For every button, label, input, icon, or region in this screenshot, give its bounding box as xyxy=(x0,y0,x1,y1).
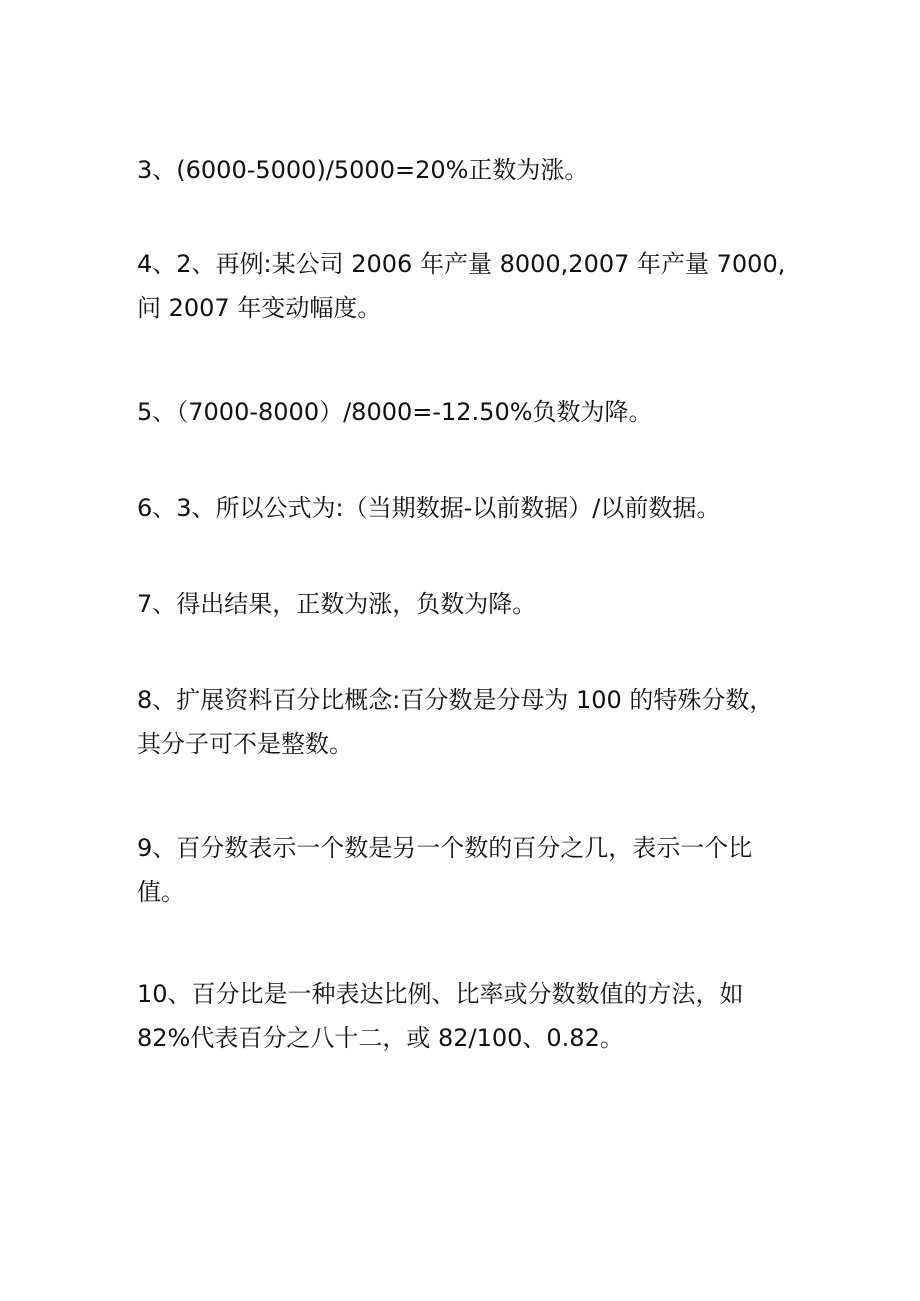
list-item-7 xyxy=(137,582,787,626)
list-item-4 xyxy=(137,242,787,330)
list-item-4-line-2: 问 2007 年变动幅度。 xyxy=(137,294,382,322)
list-item-9 xyxy=(137,826,787,914)
list-item-10-line-2: 82%代表百分之八十二，或 82/100、0.82。 xyxy=(137,1024,624,1052)
list-item-3 xyxy=(137,148,787,192)
list-item-8-line-2: 其分子可不是整数。 xyxy=(137,730,353,758)
list-item-6 xyxy=(137,486,787,530)
list-item-4-line-1: 4、2、再例:某公司 2006 年产量 8000,2007 年产量 7000, xyxy=(137,250,786,278)
list-item-9-line-2: 值。 xyxy=(137,878,185,906)
list-item-5-line-1: 5、（7000-8000）/8000=-12.50%负数为降。 xyxy=(137,398,653,426)
list-item-8 xyxy=(137,678,787,766)
list-item-8-line-1: 8、扩展资料百分比概念:百分数是分母为 100 的特殊分数， xyxy=(137,686,774,714)
list-item-10 xyxy=(137,972,787,1060)
list-item-7-line-1: 7、得出结果，正数为涨，负数为降。 xyxy=(137,590,537,618)
list-item-10-line-1: 10、百分比是一种表达比例、比率或分数数值的方法，如 xyxy=(137,980,744,1008)
list-item-5 xyxy=(137,390,787,434)
list-item-6-line-1: 6、3、所以公式为:（当期数据-以前数据）/以前数据。 xyxy=(137,494,721,522)
list-item-9-line-1: 9、百分数表示一个数是另一个数的百分之几，表示一个比 xyxy=(137,834,753,862)
list-item-3-line-1: 3、(6000-5000)/5000=20%正数为涨。 xyxy=(137,156,589,184)
